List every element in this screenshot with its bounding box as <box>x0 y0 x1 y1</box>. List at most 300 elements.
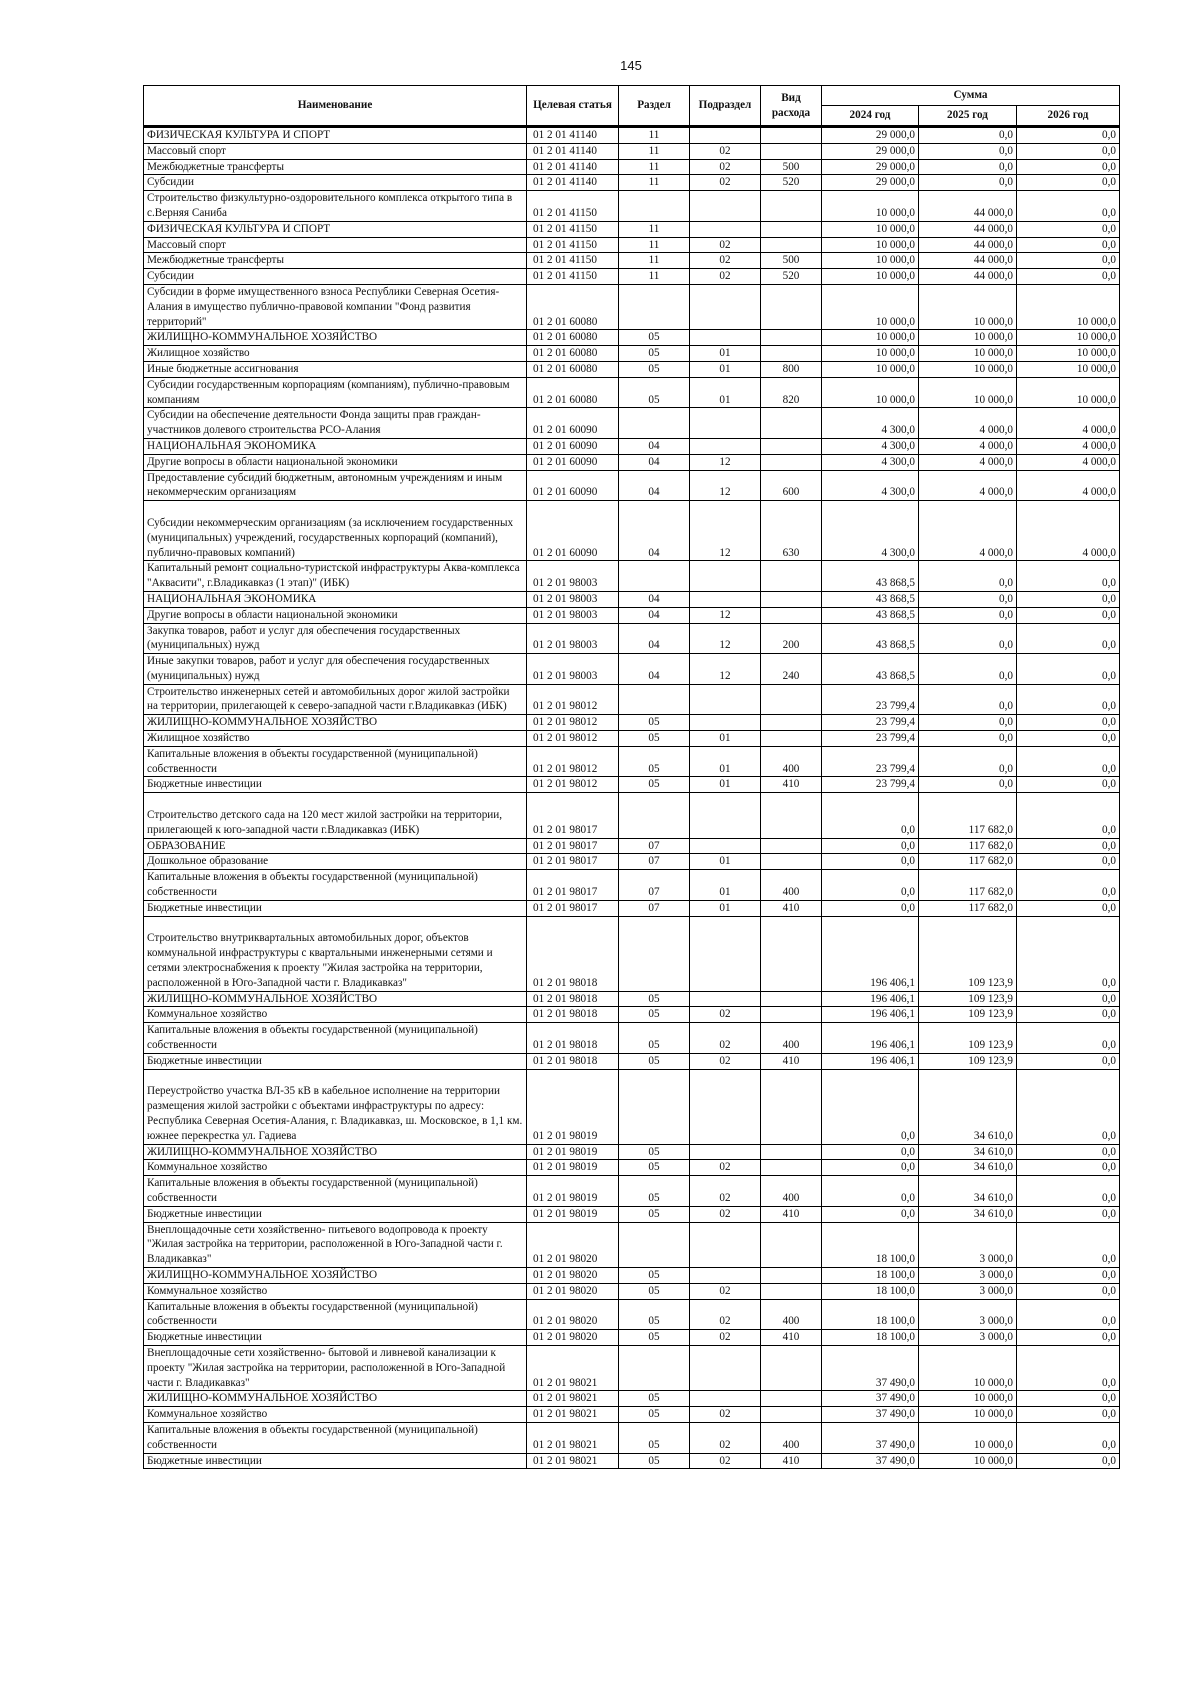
row-name-cell: Капитальный ремонт социально-туристской инфраструктуры Аква-комплекса "Аквасити", г.Владикавказ (1 этап)" (ИБК) <box>144 561 527 592</box>
row-subsection-cell: 01 <box>690 777 761 793</box>
row-2026-cell: 0,0 <box>1017 1299 1120 1330</box>
row-target-cell: 01 2 01 60090 <box>527 501 619 561</box>
row-type-cell <box>761 408 822 439</box>
row-target-cell: 01 2 01 98018 <box>527 1007 619 1023</box>
row-name-cell: Строительство физкультурно-оздоровительного комплекса открытого типа в с.Верняя Саниба <box>144 191 527 222</box>
row-section-cell <box>619 191 690 222</box>
row-type-cell: 410 <box>761 1330 822 1346</box>
row-subsection-cell <box>690 330 761 346</box>
row-section-cell: 05 <box>619 715 690 731</box>
row-2024-cell: 10 000,0 <box>822 284 919 329</box>
row-target-cell: 01 2 01 98012 <box>527 684 619 715</box>
row-target-cell: 01 2 01 60080 <box>527 377 619 408</box>
row-type-cell <box>761 1144 822 1160</box>
row-type-cell <box>761 1268 822 1284</box>
row-name-cell: Бюджетные инвестиции <box>144 900 527 916</box>
row-section-cell: 07 <box>619 900 690 916</box>
row-target-cell: 01 2 01 98003 <box>527 591 619 607</box>
row-2024-cell: 4 300,0 <box>822 438 919 454</box>
table-row <box>144 438 1120 454</box>
row-type-cell <box>761 1283 822 1299</box>
row-subsection-cell: 12 <box>690 623 761 654</box>
row-2026-cell: 0,0 <box>1017 654 1120 685</box>
row-type-cell: 400 <box>761 746 822 777</box>
row-target-cell: 01 2 01 98012 <box>527 715 619 731</box>
row-2024-cell: 0,0 <box>822 1144 919 1160</box>
row-2025-cell: 10 000,0 <box>919 330 1017 346</box>
row-2025-cell: 109 123,9 <box>919 916 1017 991</box>
table-row <box>144 346 1120 362</box>
row-target-cell: 01 2 01 41150 <box>527 253 619 269</box>
row-target-cell: 01 2 01 98019 <box>527 1160 619 1176</box>
column-header-type: Вид расхода <box>761 86 822 127</box>
row-target-cell: 01 2 01 98020 <box>527 1268 619 1284</box>
row-name-cell: Другие вопросы в области национальной экономики <box>144 454 527 470</box>
row-2024-cell: 4 300,0 <box>822 470 919 501</box>
table-row <box>144 1160 1120 1176</box>
row-2025-cell: 3 000,0 <box>919 1299 1017 1330</box>
row-type-cell <box>761 991 822 1007</box>
row-subsection-cell <box>690 1268 761 1284</box>
row-2025-cell: 0,0 <box>919 777 1017 793</box>
row-2026-cell: 10 000,0 <box>1017 284 1120 329</box>
row-type-cell <box>761 127 822 144</box>
row-section-cell: 11 <box>619 237 690 253</box>
row-type-cell: 400 <box>761 870 822 901</box>
row-2026-cell: 0,0 <box>1017 175 1120 191</box>
table-row <box>144 654 1120 685</box>
row-type-cell <box>761 221 822 237</box>
row-2024-cell: 43 868,5 <box>822 607 919 623</box>
row-2024-cell: 23 799,4 <box>822 731 919 747</box>
row-2026-cell: 0,0 <box>1017 991 1120 1007</box>
row-name-cell: Бюджетные инвестиции <box>144 1330 527 1346</box>
row-2025-cell: 10 000,0 <box>919 1407 1017 1423</box>
row-section-cell: 04 <box>619 454 690 470</box>
row-target-cell: 01 2 01 41140 <box>527 127 619 144</box>
row-2025-cell: 0,0 <box>919 715 1017 731</box>
row-subsection-cell: 12 <box>690 454 761 470</box>
table-row <box>144 377 1120 408</box>
row-2024-cell: 43 868,5 <box>822 591 919 607</box>
table-row <box>144 501 1120 561</box>
row-2024-cell: 18 100,0 <box>822 1299 919 1330</box>
row-target-cell: 01 2 01 98018 <box>527 916 619 991</box>
row-2025-cell: 117 682,0 <box>919 793 1017 838</box>
row-type-cell: 520 <box>761 175 822 191</box>
row-subsection-cell: 02 <box>690 1206 761 1222</box>
row-2025-cell: 34 610,0 <box>919 1206 1017 1222</box>
row-name-cell: НАЦИОНАЛЬНАЯ ЭКОНОМИКА <box>144 591 527 607</box>
row-name-cell: ЖИЛИЩНО-КОММУНАЛЬНОЕ ХОЗЯЙСТВО <box>144 991 527 1007</box>
row-2026-cell: 0,0 <box>1017 221 1120 237</box>
table-row <box>144 715 1120 731</box>
row-target-cell: 01 2 01 98017 <box>527 793 619 838</box>
row-2024-cell: 10 000,0 <box>822 346 919 362</box>
row-type-cell <box>761 684 822 715</box>
row-target-cell: 01 2 01 41140 <box>527 175 619 191</box>
table-row <box>144 1283 1120 1299</box>
row-target-cell: 01 2 01 60080 <box>527 346 619 362</box>
row-section-cell: 11 <box>619 253 690 269</box>
row-subsection-cell <box>690 1222 761 1267</box>
row-subsection-cell <box>690 408 761 439</box>
row-subsection-cell <box>690 191 761 222</box>
table-row <box>144 143 1120 159</box>
row-type-cell: 410 <box>761 900 822 916</box>
row-section-cell: 04 <box>619 623 690 654</box>
row-type-cell <box>761 854 822 870</box>
row-2026-cell: 10 000,0 <box>1017 346 1120 362</box>
row-subsection-cell: 01 <box>690 900 761 916</box>
row-2025-cell: 0,0 <box>919 127 1017 144</box>
row-target-cell: 01 2 01 98021 <box>527 1422 619 1453</box>
table-row <box>144 1268 1120 1284</box>
row-name-cell: Строительство внутриквартальных автомобильных дорог, объектов коммунальной инфраструктуры с квартальными инженерными сетями и сетями электроснабжения к проекту "Жилая застройка на территории, расположенной в Юго-Западной части г. Владикавказ" <box>144 916 527 991</box>
row-subsection-cell: 02 <box>690 1160 761 1176</box>
row-type-cell: 400 <box>761 1299 822 1330</box>
row-name-cell: Строительство детского сада на 120 мест жилой застройки на территории, прилегающей к юго-западной части г.Владикавказ (ИБК) <box>144 793 527 838</box>
table-row <box>144 159 1120 175</box>
row-2025-cell: 109 123,9 <box>919 991 1017 1007</box>
row-name-cell: ФИЗИЧЕСКАЯ КУЛЬТУРА И СПОРТ <box>144 127 527 144</box>
row-name-cell: Коммунальное хозяйство <box>144 1007 527 1023</box>
row-2026-cell: 0,0 <box>1017 591 1120 607</box>
row-2024-cell: 23 799,4 <box>822 777 919 793</box>
row-2025-cell: 0,0 <box>919 159 1017 175</box>
row-target-cell: 01 2 01 98012 <box>527 777 619 793</box>
page-number: 145 <box>620 58 642 73</box>
row-type-cell <box>761 191 822 222</box>
row-type-cell: 600 <box>761 470 822 501</box>
row-section-cell <box>619 284 690 329</box>
row-section-cell: 11 <box>619 175 690 191</box>
table-row <box>144 746 1120 777</box>
table-row <box>144 330 1120 346</box>
row-section-cell <box>619 1222 690 1267</box>
row-2025-cell: 10 000,0 <box>919 284 1017 329</box>
row-section-cell: 07 <box>619 838 690 854</box>
row-2026-cell: 0,0 <box>1017 777 1120 793</box>
row-2026-cell: 0,0 <box>1017 1453 1120 1469</box>
row-section-cell <box>619 1345 690 1390</box>
table-row <box>144 900 1120 916</box>
row-2026-cell: 0,0 <box>1017 237 1120 253</box>
row-type-cell: 400 <box>761 1422 822 1453</box>
row-section-cell: 07 <box>619 854 690 870</box>
row-target-cell: 01 2 01 98019 <box>527 1206 619 1222</box>
row-2026-cell: 0,0 <box>1017 1422 1120 1453</box>
row-2024-cell: 37 490,0 <box>822 1453 919 1469</box>
row-2025-cell: 3 000,0 <box>919 1283 1017 1299</box>
row-type-cell: 820 <box>761 377 822 408</box>
row-type-cell <box>761 438 822 454</box>
row-2026-cell: 0,0 <box>1017 159 1120 175</box>
row-section-cell: 05 <box>619 1453 690 1469</box>
row-type-cell <box>761 561 822 592</box>
row-target-cell: 01 2 01 98018 <box>527 1023 619 1054</box>
row-2024-cell: 18 100,0 <box>822 1222 919 1267</box>
row-2026-cell: 0,0 <box>1017 607 1120 623</box>
row-2024-cell: 29 000,0 <box>822 159 919 175</box>
row-section-cell: 04 <box>619 501 690 561</box>
row-type-cell: 200 <box>761 623 822 654</box>
row-2026-cell: 0,0 <box>1017 715 1120 731</box>
row-target-cell: 01 2 01 60080 <box>527 330 619 346</box>
row-target-cell: 01 2 01 98021 <box>527 1345 619 1390</box>
table-row <box>144 361 1120 377</box>
row-2024-cell: 4 300,0 <box>822 408 919 439</box>
row-subsection-cell: 02 <box>690 1007 761 1023</box>
row-type-cell <box>761 1345 822 1390</box>
row-section-cell: 05 <box>619 1176 690 1207</box>
row-2024-cell: 23 799,4 <box>822 684 919 715</box>
row-target-cell: 01 2 01 98019 <box>527 1176 619 1207</box>
row-2025-cell: 0,0 <box>919 731 1017 747</box>
row-2025-cell: 3 000,0 <box>919 1330 1017 1346</box>
row-2024-cell: 37 490,0 <box>822 1345 919 1390</box>
row-2025-cell: 117 682,0 <box>919 854 1017 870</box>
row-type-cell <box>761 1160 822 1176</box>
row-2025-cell: 4 000,0 <box>919 470 1017 501</box>
row-section-cell: 11 <box>619 221 690 237</box>
row-section-cell: 04 <box>619 607 690 623</box>
row-2026-cell: 4 000,0 <box>1017 408 1120 439</box>
row-subsection-cell <box>690 284 761 329</box>
row-2026-cell: 0,0 <box>1017 916 1120 991</box>
table-row <box>144 470 1120 501</box>
row-name-cell: Капитальные вложения в объекты государственной (муниципальной) собственности <box>144 746 527 777</box>
table-row <box>144 1007 1120 1023</box>
row-2024-cell: 18 100,0 <box>822 1330 919 1346</box>
table-row <box>144 1023 1120 1054</box>
column-header-2025: 2025 год <box>919 106 1017 127</box>
row-2024-cell: 18 100,0 <box>822 1268 919 1284</box>
row-target-cell: 01 2 01 60090 <box>527 454 619 470</box>
table-row <box>144 991 1120 1007</box>
table-row <box>144 838 1120 854</box>
table-row <box>144 1176 1120 1207</box>
table-body <box>144 127 1120 1469</box>
table-row <box>144 607 1120 623</box>
row-subsection-cell: 12 <box>690 501 761 561</box>
row-type-cell <box>761 1069 822 1144</box>
table-row <box>144 175 1120 191</box>
row-section-cell: 07 <box>619 870 690 901</box>
row-target-cell: 01 2 01 98021 <box>527 1453 619 1469</box>
row-subsection-cell <box>690 991 761 1007</box>
row-section-cell: 11 <box>619 269 690 285</box>
row-2025-cell: 10 000,0 <box>919 1422 1017 1453</box>
row-subsection-cell: 02 <box>690 1283 761 1299</box>
column-header-2026: 2026 год <box>1017 106 1120 127</box>
row-2024-cell: 43 868,5 <box>822 561 919 592</box>
row-2026-cell: 0,0 <box>1017 1407 1120 1423</box>
row-subsection-cell <box>690 916 761 991</box>
row-2025-cell: 109 123,9 <box>919 1023 1017 1054</box>
row-2026-cell: 0,0 <box>1017 561 1120 592</box>
row-2026-cell: 4 000,0 <box>1017 454 1120 470</box>
row-2024-cell: 10 000,0 <box>822 253 919 269</box>
row-section-cell: 05 <box>619 1283 690 1299</box>
row-target-cell: 01 2 01 98019 <box>527 1069 619 1144</box>
row-target-cell: 01 2 01 98017 <box>527 838 619 854</box>
row-2025-cell: 3 000,0 <box>919 1222 1017 1267</box>
row-2026-cell: 0,0 <box>1017 793 1120 838</box>
row-subsection-cell: 02 <box>690 1330 761 1346</box>
row-name-cell: Бюджетные инвестиции <box>144 1206 527 1222</box>
row-2024-cell: 10 000,0 <box>822 377 919 408</box>
row-target-cell: 01 2 01 98021 <box>527 1391 619 1407</box>
table-row <box>144 1144 1120 1160</box>
row-target-cell: 01 2 01 98017 <box>527 870 619 901</box>
row-section-cell: 05 <box>619 1144 690 1160</box>
row-subsection-cell: 02 <box>690 1422 761 1453</box>
row-subsection-cell: 02 <box>690 237 761 253</box>
row-2026-cell: 0,0 <box>1017 1023 1120 1054</box>
row-name-cell: Капитальные вложения в объекты государственной (муниципальной) собственности <box>144 1176 527 1207</box>
row-2025-cell: 34 610,0 <box>919 1160 1017 1176</box>
column-header-sum: Сумма <box>822 86 1120 106</box>
table-row <box>144 623 1120 654</box>
row-target-cell: 01 2 01 98003 <box>527 623 619 654</box>
column-header-section: Раздел <box>619 86 690 127</box>
row-target-cell: 01 2 01 98003 <box>527 654 619 685</box>
row-2025-cell: 117 682,0 <box>919 870 1017 901</box>
row-2026-cell: 0,0 <box>1017 900 1120 916</box>
row-type-cell <box>761 607 822 623</box>
table-row <box>144 1453 1120 1469</box>
row-name-cell: Субсидии на обеспечение деятельности Фонда защиты прав граждан-участников долевого строительства РСО-Алания <box>144 408 527 439</box>
row-2025-cell: 0,0 <box>919 561 1017 592</box>
table-row <box>144 1206 1120 1222</box>
row-target-cell: 01 2 01 41150 <box>527 191 619 222</box>
row-2026-cell: 0,0 <box>1017 1206 1120 1222</box>
row-type-cell: 800 <box>761 361 822 377</box>
row-2025-cell: 0,0 <box>919 143 1017 159</box>
row-subsection-cell <box>690 438 761 454</box>
row-2024-cell: 43 868,5 <box>822 623 919 654</box>
table-row <box>144 1391 1120 1407</box>
row-subsection-cell: 12 <box>690 654 761 685</box>
table-row <box>144 269 1120 285</box>
row-2026-cell: 0,0 <box>1017 1069 1120 1144</box>
row-2025-cell: 4 000,0 <box>919 454 1017 470</box>
table-row <box>144 916 1120 991</box>
row-type-cell <box>761 591 822 607</box>
row-name-cell: ЖИЛИЩНО-КОММУНАЛЬНОЕ ХОЗЯЙСТВО <box>144 1268 527 1284</box>
row-2025-cell: 44 000,0 <box>919 269 1017 285</box>
row-name-cell: Коммунальное хозяйство <box>144 1160 527 1176</box>
row-2026-cell: 0,0 <box>1017 684 1120 715</box>
row-2026-cell: 0,0 <box>1017 143 1120 159</box>
row-target-cell: 01 2 01 98018 <box>527 1053 619 1069</box>
row-target-cell: 01 2 01 60090 <box>527 470 619 501</box>
row-subsection-cell: 12 <box>690 470 761 501</box>
row-2026-cell: 10 000,0 <box>1017 361 1120 377</box>
row-target-cell: 01 2 01 98018 <box>527 991 619 1007</box>
row-name-cell: Массовый спорт <box>144 237 527 253</box>
row-type-cell: 520 <box>761 269 822 285</box>
row-2024-cell: 196 406,1 <box>822 916 919 991</box>
table-row <box>144 684 1120 715</box>
row-target-cell: 01 2 01 41140 <box>527 159 619 175</box>
row-2025-cell: 44 000,0 <box>919 253 1017 269</box>
row-2025-cell: 10 000,0 <box>919 1453 1017 1469</box>
row-2025-cell: 4 000,0 <box>919 501 1017 561</box>
row-subsection-cell: 02 <box>690 175 761 191</box>
row-section-cell: 05 <box>619 1053 690 1069</box>
row-2024-cell: 0,0 <box>822 1206 919 1222</box>
row-type-cell: 400 <box>761 1023 822 1054</box>
row-2024-cell: 43 868,5 <box>822 654 919 685</box>
row-2026-cell: 10 000,0 <box>1017 377 1120 408</box>
table-row <box>144 1222 1120 1267</box>
table-row <box>144 191 1120 222</box>
row-2026-cell: 0,0 <box>1017 870 1120 901</box>
row-type-cell <box>761 284 822 329</box>
row-2024-cell: 0,0 <box>822 870 919 901</box>
row-type-cell <box>761 143 822 159</box>
row-subsection-cell <box>690 684 761 715</box>
row-2025-cell: 0,0 <box>919 746 1017 777</box>
row-section-cell: 11 <box>619 127 690 144</box>
row-2024-cell: 23 799,4 <box>822 746 919 777</box>
row-type-cell: 410 <box>761 1053 822 1069</box>
table-row <box>144 870 1120 901</box>
row-2024-cell: 10 000,0 <box>822 191 919 222</box>
row-section-cell <box>619 916 690 991</box>
row-2026-cell: 0,0 <box>1017 1160 1120 1176</box>
row-subsection-cell: 01 <box>690 731 761 747</box>
row-subsection-cell: 02 <box>690 143 761 159</box>
row-name-cell: Бюджетные инвестиции <box>144 1453 527 1469</box>
row-section-cell: 05 <box>619 346 690 362</box>
row-2024-cell: 37 490,0 <box>822 1422 919 1453</box>
row-section-cell: 05 <box>619 1007 690 1023</box>
row-type-cell: 410 <box>761 1206 822 1222</box>
row-name-cell: Капитальные вложения в объекты государственной (муниципальной) собственности <box>144 1023 527 1054</box>
row-2026-cell: 4 000,0 <box>1017 501 1120 561</box>
row-type-cell: 500 <box>761 159 822 175</box>
row-2026-cell: 0,0 <box>1017 1391 1120 1407</box>
row-2024-cell: 0,0 <box>822 793 919 838</box>
row-2024-cell: 29 000,0 <box>822 143 919 159</box>
row-2026-cell: 0,0 <box>1017 1144 1120 1160</box>
row-2025-cell: 10 000,0 <box>919 377 1017 408</box>
row-target-cell: 01 2 01 41140 <box>527 143 619 159</box>
row-2026-cell: 0,0 <box>1017 253 1120 269</box>
row-2024-cell: 29 000,0 <box>822 127 919 144</box>
row-target-cell: 01 2 01 98012 <box>527 746 619 777</box>
table-row <box>144 1053 1120 1069</box>
row-2026-cell: 0,0 <box>1017 1053 1120 1069</box>
row-section-cell: 11 <box>619 159 690 175</box>
row-name-cell: Иные бюджетные ассигнования <box>144 361 527 377</box>
row-subsection-cell <box>690 838 761 854</box>
row-2025-cell: 4 000,0 <box>919 438 1017 454</box>
row-target-cell: 01 2 01 98020 <box>527 1330 619 1346</box>
row-2024-cell: 10 000,0 <box>822 237 919 253</box>
row-section-cell: 05 <box>619 1407 690 1423</box>
column-header-subsection: Подраздел <box>690 86 761 127</box>
row-type-cell <box>761 1407 822 1423</box>
row-section-cell: 05 <box>619 746 690 777</box>
row-type-cell <box>761 454 822 470</box>
row-target-cell: 01 2 01 60080 <box>527 284 619 329</box>
row-section-cell: 04 <box>619 438 690 454</box>
table-row <box>144 1422 1120 1453</box>
